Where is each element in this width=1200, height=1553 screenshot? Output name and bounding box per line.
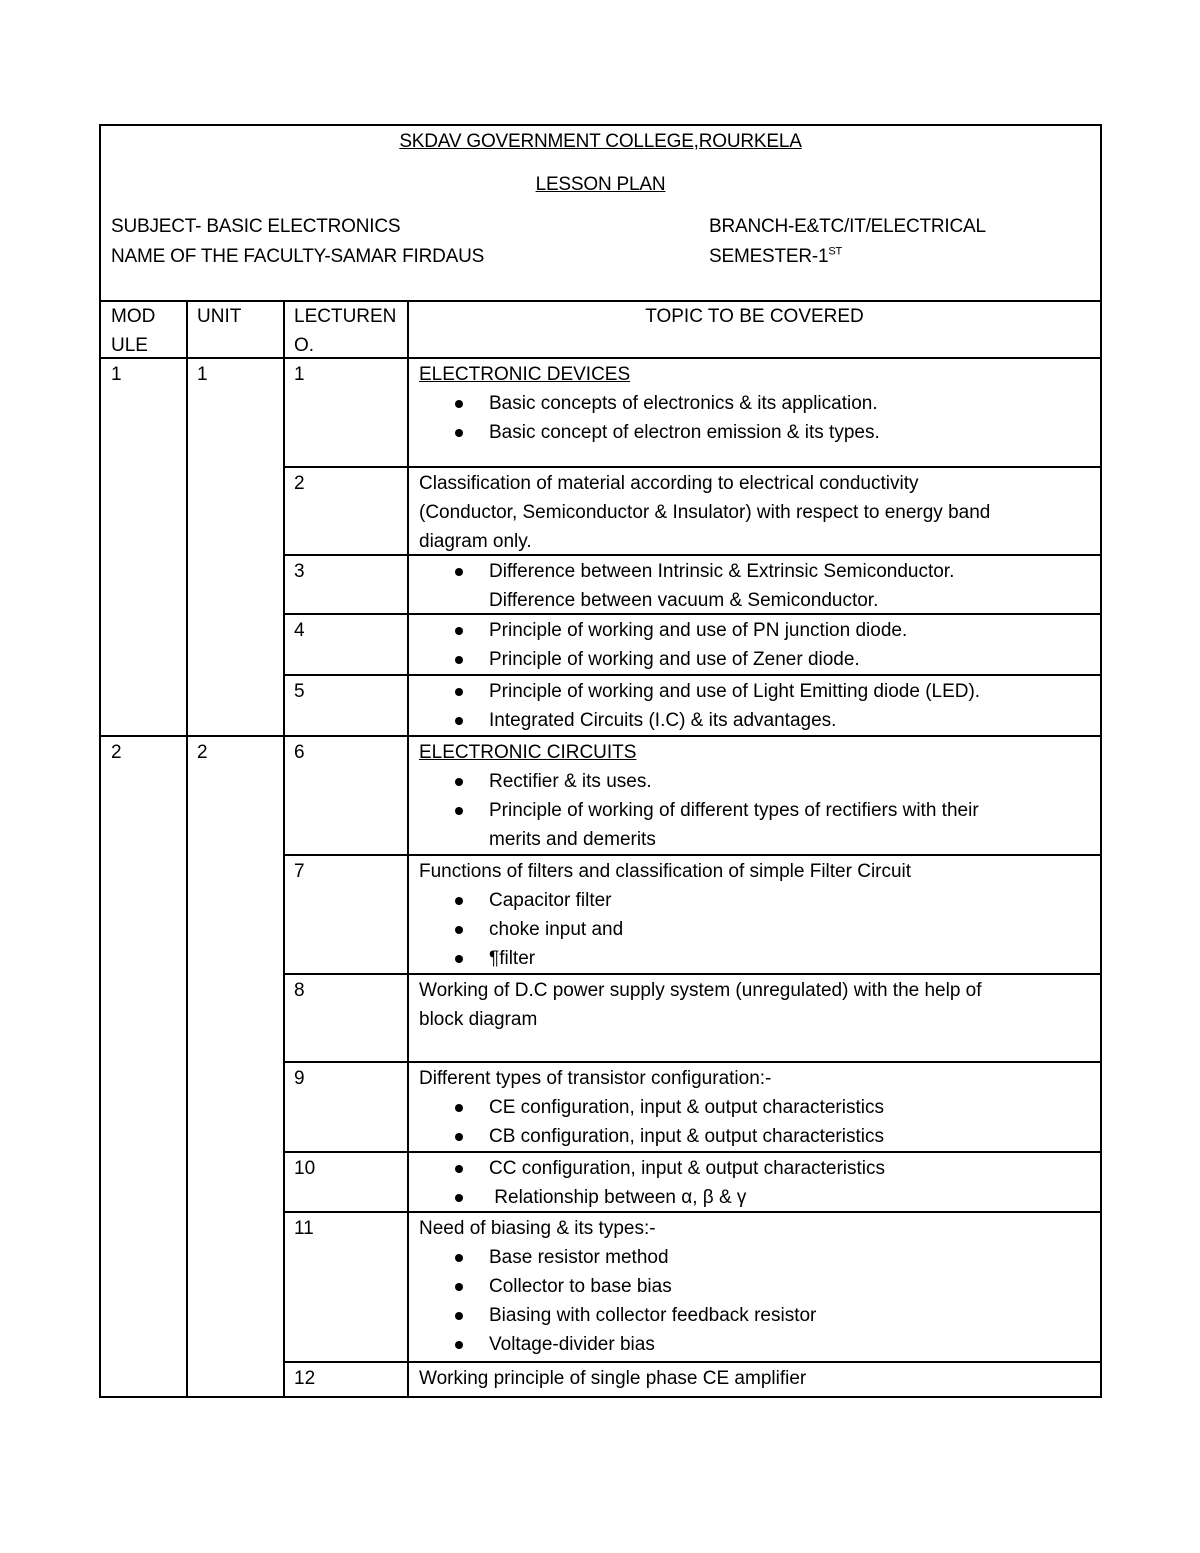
unit-number: 1 xyxy=(197,364,208,385)
topic-bullet: Base resistor method xyxy=(419,1243,1089,1272)
bullet-icon xyxy=(455,717,463,725)
lecture-number: 1 xyxy=(294,364,305,385)
topic-cell: Need of biasing & its types:- Base resistor method Collector to base bias Biasing with collector feedback resistor Voltage-divider bias xyxy=(419,1214,1089,1359)
bullet-icon xyxy=(455,1194,463,1202)
module-number: 1 xyxy=(111,364,122,385)
column-divider xyxy=(186,302,188,1396)
bullet-icon xyxy=(455,1312,463,1320)
lecture-number: 9 xyxy=(294,1068,305,1089)
bullet-icon xyxy=(455,1341,463,1349)
row-divider xyxy=(283,854,1100,856)
topic-cell xyxy=(419,677,1089,735)
lecture-number: 12 xyxy=(294,1368,316,1389)
topic-bullet: Basic concept of electron emission & its types. xyxy=(419,418,1089,447)
topic-bullet: CC configuration, input & output characteristics xyxy=(419,1154,1089,1183)
topic-bullet: ¶filter xyxy=(419,944,1089,973)
bullet-icon xyxy=(455,400,463,408)
bullet-icon xyxy=(455,955,463,963)
bullet-icon xyxy=(455,807,463,815)
bullet-icon xyxy=(455,627,463,635)
document-header xyxy=(101,126,1100,300)
document-title: LESSON PLAN xyxy=(535,174,666,195)
topic-bullet: Relationship between α, β & γ xyxy=(419,1183,1089,1212)
topic-cell: Functions of filters and classification of simple Filter Circuit Capacitor filter choke input and ¶filter xyxy=(419,857,1089,973)
topic-bullet: Principle of working and use of PN junction diode. xyxy=(419,616,1089,645)
column-header-unit: UNIT xyxy=(197,306,242,327)
bullet-icon xyxy=(455,926,463,934)
topic-cell xyxy=(419,360,1089,447)
row-divider xyxy=(283,973,1100,975)
bullet-icon xyxy=(455,688,463,696)
topic-cell: Working of D.C power supply system (unregulated) with the help of block diagram xyxy=(419,980,982,1030)
topic-bullet: Principle of working of different types of rectifiers with their xyxy=(419,796,1089,825)
column-header-lecture: LECTUREN O. xyxy=(294,306,397,356)
lecture-number: 8 xyxy=(294,980,305,1001)
bullet-icon xyxy=(455,568,463,576)
topic-bullet: Rectifier & its uses. xyxy=(419,767,1089,796)
topic-bullet: Basic concepts of electronics & its application. xyxy=(419,389,1089,418)
row-divider xyxy=(283,466,1100,468)
bullet-icon xyxy=(455,1254,463,1262)
topic-bullet: Collector to base bias xyxy=(419,1272,1089,1301)
lesson-plan-document xyxy=(99,124,1102,1398)
row-divider xyxy=(283,1151,1100,1153)
lecture-number: 10 xyxy=(294,1158,316,1179)
bullet-icon xyxy=(455,656,463,664)
topic-cell: Difference between Intrinsic & Extrinsic Semiconductor. Difference between vacuum & Semiconductor. xyxy=(419,557,1089,615)
semester-label: SEMESTER-1ST xyxy=(709,245,843,267)
bullet-icon xyxy=(455,1283,463,1291)
bullet-icon xyxy=(455,429,463,437)
topic-cell: Classification of material according to electrical conductivity (Conductor, Semiconductor & Insulator) with respect to energy band diagram only. xyxy=(419,473,991,552)
branch-label: BRANCH-E&TC/IT/ELECTRICAL xyxy=(709,216,986,237)
row-divider xyxy=(283,1061,1100,1063)
section-heading: ELECTRONIC DEVICES xyxy=(419,364,631,385)
topic-cell: ELECTRONIC CIRCUITS Rectifier & its uses. Principle of working of different types of rectifiers with their merits and demerits xyxy=(419,738,1089,854)
faculty-label: NAME OF THE FACULTY-SAMAR FIRDAUS xyxy=(111,246,485,267)
row-divider xyxy=(101,357,1100,359)
lecture-number: 3 xyxy=(294,561,305,582)
topic-bullet: CE configuration, input & output characteristics xyxy=(419,1093,1089,1122)
semester-superscript: ST xyxy=(828,245,843,258)
topic-bullet: CB configuration, input & output characteristics xyxy=(419,1122,1089,1151)
topic-bullet: Capacitor filter xyxy=(419,886,1089,915)
topic-bullet: Voltage-divider bias xyxy=(419,1330,1089,1359)
topic-cell: Different types of transistor configuration:- CE configuration, input & output characteristics CB configuration, input & output characteristics xyxy=(419,1064,1089,1151)
topic-bullet: Principle of working and use of Light Emitting diode (LED). xyxy=(419,677,1089,706)
lecture-number: 11 xyxy=(294,1218,314,1239)
bullet-icon xyxy=(455,1133,463,1141)
column-header-module: MOD ULE xyxy=(111,306,156,356)
topic-bullet: Biasing with collector feedback resistor xyxy=(419,1301,1089,1330)
topic-bullet: Principle of working and use of Zener diode. xyxy=(419,645,1089,674)
row-divider xyxy=(283,1361,1100,1363)
bullet-icon xyxy=(455,897,463,905)
row-divider xyxy=(283,674,1100,676)
module-number: 2 xyxy=(111,742,122,763)
lecture-number: 4 xyxy=(294,620,305,641)
topic-bullet: Integrated Circuits (I.C) & its advantages. xyxy=(419,706,1089,735)
topic-cell xyxy=(419,1154,1089,1212)
topic-cell xyxy=(419,616,1089,674)
row-divider xyxy=(101,735,1100,737)
unit-number: 2 xyxy=(197,742,208,763)
lecture-number: 7 xyxy=(294,861,305,882)
bullet-icon xyxy=(455,778,463,786)
column-header-topic: TOPIC TO BE COVERED xyxy=(645,306,864,327)
bullet-icon xyxy=(455,1104,463,1112)
college-name: SKDAV GOVERNMENT COLLEGE,ROURKELA xyxy=(399,131,802,152)
lecture-number: 6 xyxy=(294,742,305,763)
subject-label: SUBJECT- BASIC ELECTRONICS xyxy=(111,216,401,237)
topic-bullet: Difference between Intrinsic & Extrinsic Semiconductor. xyxy=(419,557,1089,586)
topic-bullet: choke input and xyxy=(419,915,1089,944)
lecture-number: 5 xyxy=(294,681,305,702)
bullet-icon xyxy=(455,1165,463,1173)
lecture-number: 2 xyxy=(294,473,305,494)
topic-cell: Working principle of single phase CE amplifier xyxy=(419,1368,807,1389)
section-heading: ELECTRONIC CIRCUITS xyxy=(419,742,637,763)
